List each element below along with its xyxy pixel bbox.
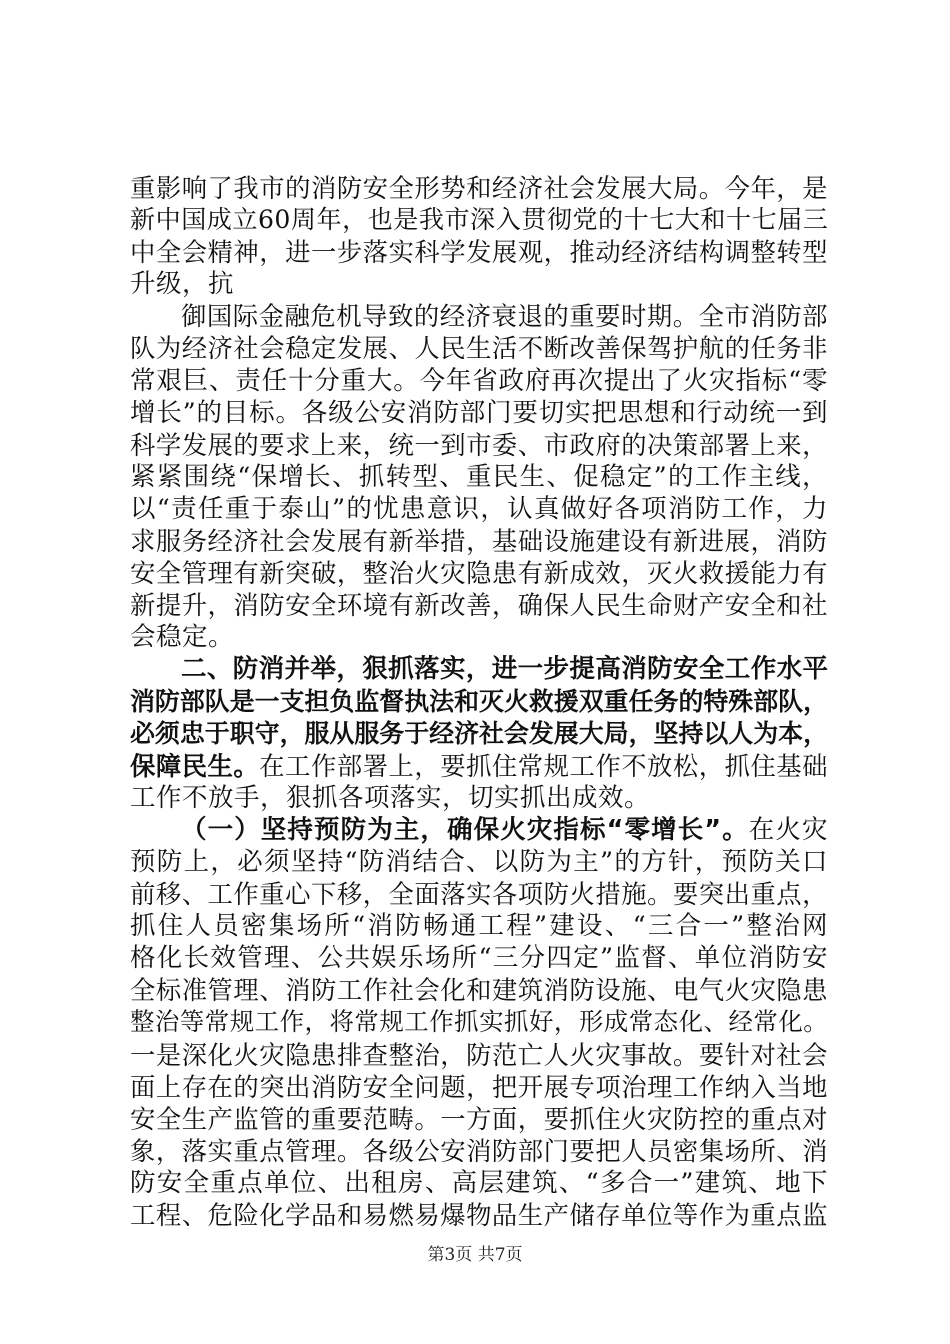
- text-line: 防安全重点单位、出租房、高层建筑、“多合一”建筑、地下: [130, 1167, 828, 1198]
- text-line: 重影响了我市的消防安全形势和经济社会发展大局。今年，是: [130, 173, 828, 203]
- text-line: 象，落实重点管理。各级公安消防部门要把人员密集场所、消: [130, 1135, 828, 1166]
- text-line: 增长”的目标。各级公安消防部门要切实把思想和行动统一到: [130, 397, 828, 428]
- text-line: 抓住人员密集场所“消防畅通工程”建设、“三合一”整治网: [130, 911, 828, 942]
- normal-run: 在火灾: [748, 814, 828, 845]
- text-line: 整治等常规工作，将常规工作抓实抓好，形成常态化、经常化。: [130, 1007, 829, 1037]
- text-line: 工作不放手，狠抓各项落实，切实抓出成效。: [130, 782, 651, 813]
- page-number: 第3页 共7页: [427, 1245, 523, 1265]
- normal-run: 在工作部署上，要抓住常规工作不放松，抓住基础: [259, 750, 829, 781]
- text-line: 队为经济社会稳定发展、人民生活不断改善保驾护航的任务非: [130, 333, 828, 364]
- text-line: 求服务经济社会发展有新举措，基础设施建设有新进展，消防: [130, 526, 828, 557]
- text-line: 升级，抗: [130, 269, 235, 300]
- page-footer: [0, 1240, 950, 1265]
- text-line: 常艰巨、责任十分重大。今年省政府再次提出了火灾指标“零: [130, 365, 828, 396]
- mixed-line: [130, 750, 828, 782]
- text-line: 全标准管理、消防工作社会化和建筑消防设施、电气火灾隐患: [130, 975, 828, 1006]
- text-line: 中全会精神，进一步落实科学发展观，推动经济结构调整转型: [130, 237, 828, 268]
- subsection-heading-line: [130, 814, 828, 846]
- section-heading: 二、防消并举，狠抓落实，进一步提高消防安全工作水平: [181, 654, 828, 685]
- text-line-bold: 必须忠于职守，服从服务于经济社会发展大局，坚持以人为本，: [130, 718, 828, 748]
- bold-run: 保障民生。: [130, 750, 260, 781]
- text-line: 新提升，消防安全环境有新改善，确保人民生命财产安全和社: [130, 590, 828, 621]
- text-line: 安全生产监管的重要范畴。一方面，要抓住火灾防控的重点对: [130, 1103, 828, 1134]
- text-line: 前移、工作重心下移，全面落实各项防火措施。要突出重点，: [130, 879, 828, 910]
- text-line: 安全管理有新突破，整治火灾隐患有新成效，灭火救援能力有: [130, 558, 828, 589]
- document-body: [130, 172, 828, 1231]
- text-line: 御国际金融危机导致的经济衰退的重要时期。全市消防部: [181, 301, 828, 332]
- text-line-bold: 消防部队是一支担负监督执法和灭火救援双重任务的特殊部队，: [130, 686, 828, 716]
- text-line: 格化长效管理、公共娱乐场所“三分四定”监督、单位消防安: [130, 943, 828, 974]
- text-line: 紧紧围绕“保增长、抓转型、重民生、促稳定”的工作主线，: [130, 461, 828, 492]
- text-line: 预防上，必须坚持“防消结合、以防为主”的方针，预防关口: [130, 846, 828, 877]
- text-line: 面上存在的突出消防安全问题，把开展专项治理工作纳入当地: [130, 1071, 828, 1102]
- subsection-heading: （一）坚持预防为主，确保火灾指标“零增长”。: [181, 814, 749, 845]
- text-line: 会稳定。: [130, 622, 235, 653]
- text-line: 一是深化火灾隐患排查整治，防范亡人火灾事故。要针对社会: [130, 1039, 828, 1070]
- text-line: 科学发展的要求上来，统一到市委、市政府的决策部署上来，: [130, 429, 828, 460]
- text-line: 工程、危险化学品和易燃易爆物品生产储存单位等作为重点监: [130, 1200, 828, 1230]
- text-line: 以“责任重于泰山”的忧患意识，认真做好各项消防工作，力: [130, 493, 828, 524]
- text-line: 新中国成立60周年，也是我市深入贯彻党的十七大和十七届三: [130, 205, 829, 235]
